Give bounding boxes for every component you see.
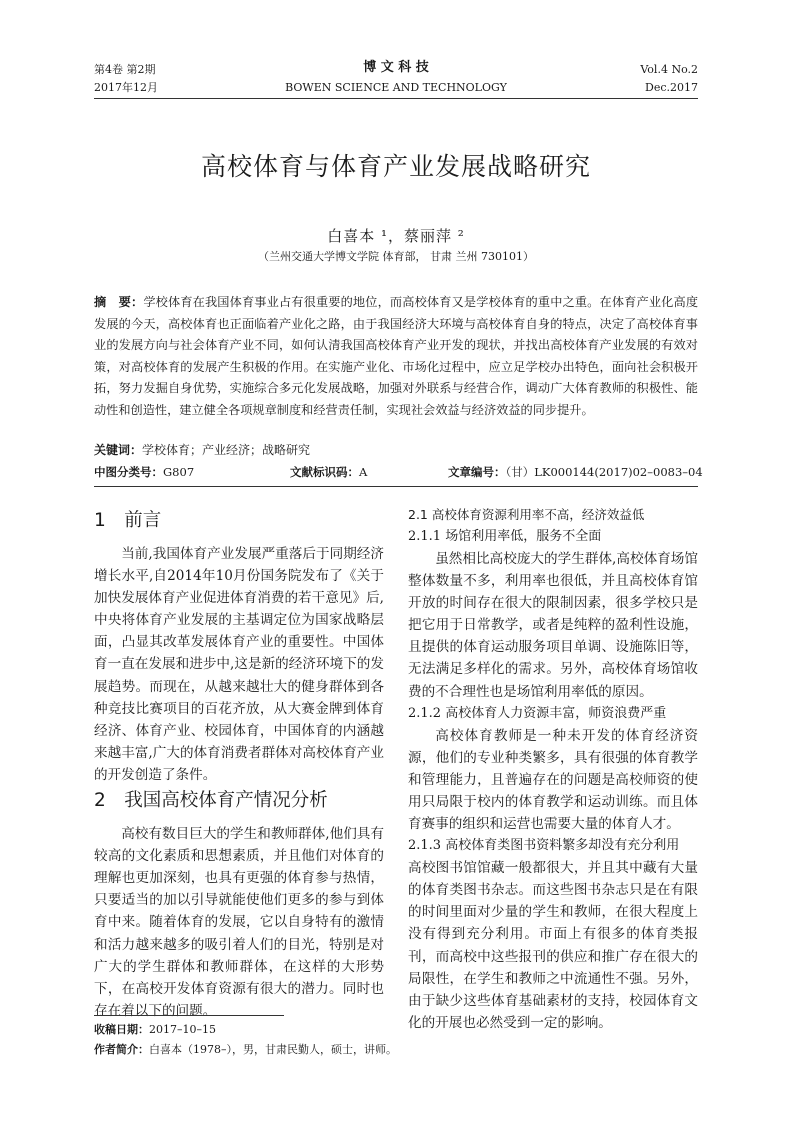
paragraph-analysis: 高校有数目巨大的学生和教师群体,他们具有较高的文化素质和思想素质，并且他们对体育的理解也更加深刻，也具有更强的体育参与热情，只要适当的加以引导就能使他们更多的参与到体育中来。随着体育的发展，它以自身特有的激情和活力越来越多的吸引着人们的目光，特别是对广大的学生群体和教师群体，在这样的大形势下，在高校开发体育资源有很大的潜力。同时也存在着以下的问题。 bbox=[94, 826, 384, 1019]
subsection-2-1: 2.1 高校体育资源利用率不高，经济效益低 bbox=[408, 507, 645, 522]
section-heading-2: 2 我国高校体育产情况分析 bbox=[94, 790, 328, 812]
left-column bbox=[94, 510, 384, 1022]
journal-volume: 第4卷 第2期 bbox=[94, 63, 156, 76]
footnote-rule bbox=[94, 1015, 284, 1016]
paragraph-venues: 虽然相比高校庞大的学生群体,高校体育场馆整体数量不多，利用率也很低，并且高校体育馆开放的时间存在很大的限制因素，很多学校只是把它用于日常教学，或者是纯粹的盈利性设施，且提供的体育运动服务项目单调、设施陈旧等，无法满足多样化的需求。另外，高校体育场馆收费的不合理性也是场馆利用率低的原因。 bbox=[408, 551, 698, 700]
article-label: 文章编号： bbox=[448, 465, 506, 479]
abstract bbox=[94, 292, 698, 422]
clc-value: G807 bbox=[163, 465, 195, 479]
author-bio bbox=[94, 1041, 397, 1057]
clc-number bbox=[94, 464, 194, 480]
journal-name-cn: 博 文 科 技 bbox=[363, 60, 429, 75]
paragraph-library: 高校图书馆馆藏一般都很大，并且其中藏有大量的体育类图书杂志。而这些图书杂志只是在有限的时间里面对少量的学生和教师，在很大程度上没有得到充分利用。市面上有很多的体育类报刊，而高校中这些报刊的供应和推广存在很大的局限性，在学生和教师之中流通性不强。另外，由于缺少这些体育基础素材的支持，校园体育文化的开展也必然受到一定的影响。 bbox=[408, 860, 698, 1031]
right-column bbox=[408, 504, 698, 1034]
keywords-label: 关键词： bbox=[94, 443, 143, 457]
bio-label: 作者简介： bbox=[94, 1043, 149, 1056]
doc-value: A bbox=[359, 465, 368, 479]
doc-code bbox=[290, 464, 367, 480]
bio-value: 白喜本（1978–），男，甘肃民勤人，硕士，讲师。 bbox=[149, 1043, 397, 1056]
header-rule bbox=[94, 98, 698, 99]
affiliation: （兰州交通大学博文学院 体育部， 甘肃 兰州 730101） bbox=[258, 250, 534, 263]
article-number bbox=[448, 464, 703, 480]
journal-volume-en: Vol.4 No.2 bbox=[640, 63, 698, 76]
doc-label: 文献标识码： bbox=[290, 465, 359, 479]
received-label: 收稿日期： bbox=[94, 1023, 149, 1036]
received-value: 2017–10–15 bbox=[149, 1023, 216, 1036]
article-value: （甘）LK000144(2017)02–0083–04 bbox=[505, 465, 703, 479]
abstract-text: 学校体育在我国体育事业占有很重要的地位，而高校体育又是学校体育的重中之重。在体育产业化高度发展的今天，高校体育也正面临着产业化之路，由于我国经济大环境与高校体育自身的特点，决定了高校体育事业的发展方向与社会体育产业不同，如何认清我国高校体育产业开发的现状，并找出高校体育产业发展的有效对策，对高校体育的发展产生积极的作用。在实施产业化、市场化过程中，应立足学校办出特色，面向社会积极开拓，努力发掘自身优势，实施综合多元化发展战略，加强对外联系与经营合作，调动广大体育教师的积极性、能动性和创造性，建立健全各项规章制度和经营责任制，实现社会效益与经济效益的同步提升。 bbox=[94, 295, 699, 417]
subsection-2-1-1: 2.1.1 场馆利用率低，服务不全面 bbox=[408, 529, 602, 544]
page-title: 高校体育与体育产业发展战略研究 bbox=[200, 152, 591, 181]
received-date bbox=[94, 1021, 216, 1037]
abstract-label: 摘 要： bbox=[94, 295, 144, 309]
abstract-rule bbox=[94, 486, 698, 487]
journal-date-en: Dec.2017 bbox=[645, 81, 698, 94]
keywords bbox=[94, 441, 310, 458]
subsection-2-1-3: 2.1.3 高校体育类图书资料繁多却没有充分利用 bbox=[408, 838, 680, 854]
paragraph-teachers: 高校体育教师是一种未开发的体育经济资源，他们的专业种类繁多，具有很强的体育教学和管理能力，且普遍存在的问题是高校师资的使用只局限于校内的体育教学和运动训练。而且体育赛事的组织和运营也需要大量的体育人才。 bbox=[408, 727, 698, 833]
journal-date-cn: 2017年12月 bbox=[94, 81, 158, 94]
clc-label: 中图分类号： bbox=[94, 465, 163, 479]
section-heading-1: 1 前言 bbox=[94, 510, 162, 531]
subsection-2-1-2: 2.1.2 高校体育人力资源丰富，师资浪费严重 bbox=[408, 705, 667, 721]
paragraph-intro: 当前,我国体育产业发展严重落后于同期经济增长水平,自2014年10月份国务院发布了《关于加快发展体育产业促进体育消费的若干意见》后,中央将体育产业发展的主基调定位为国家战略层面，凸显其改革发展体育产业的重要性。中国体育一直在发展和进步中,这是新的经济环境下的发展趋势。而现在，从越来越壮大的健身群体到各种竞技比赛项目的百花齐放，从大赛金牌到体育经济、体育产业、校园体育，中国体育的内涵越来越丰富,广大的体育消费者群体对高校体育产业的开发创造了条件。 bbox=[94, 546, 384, 783]
keywords-text: 学校体育；产业经济；战略研究 bbox=[142, 443, 311, 457]
authors: 白喜本 ¹，蔡丽萍 ² bbox=[327, 227, 465, 245]
journal-name-en: BOWEN SCIENCE AND TECHNOLOGY bbox=[285, 81, 507, 94]
